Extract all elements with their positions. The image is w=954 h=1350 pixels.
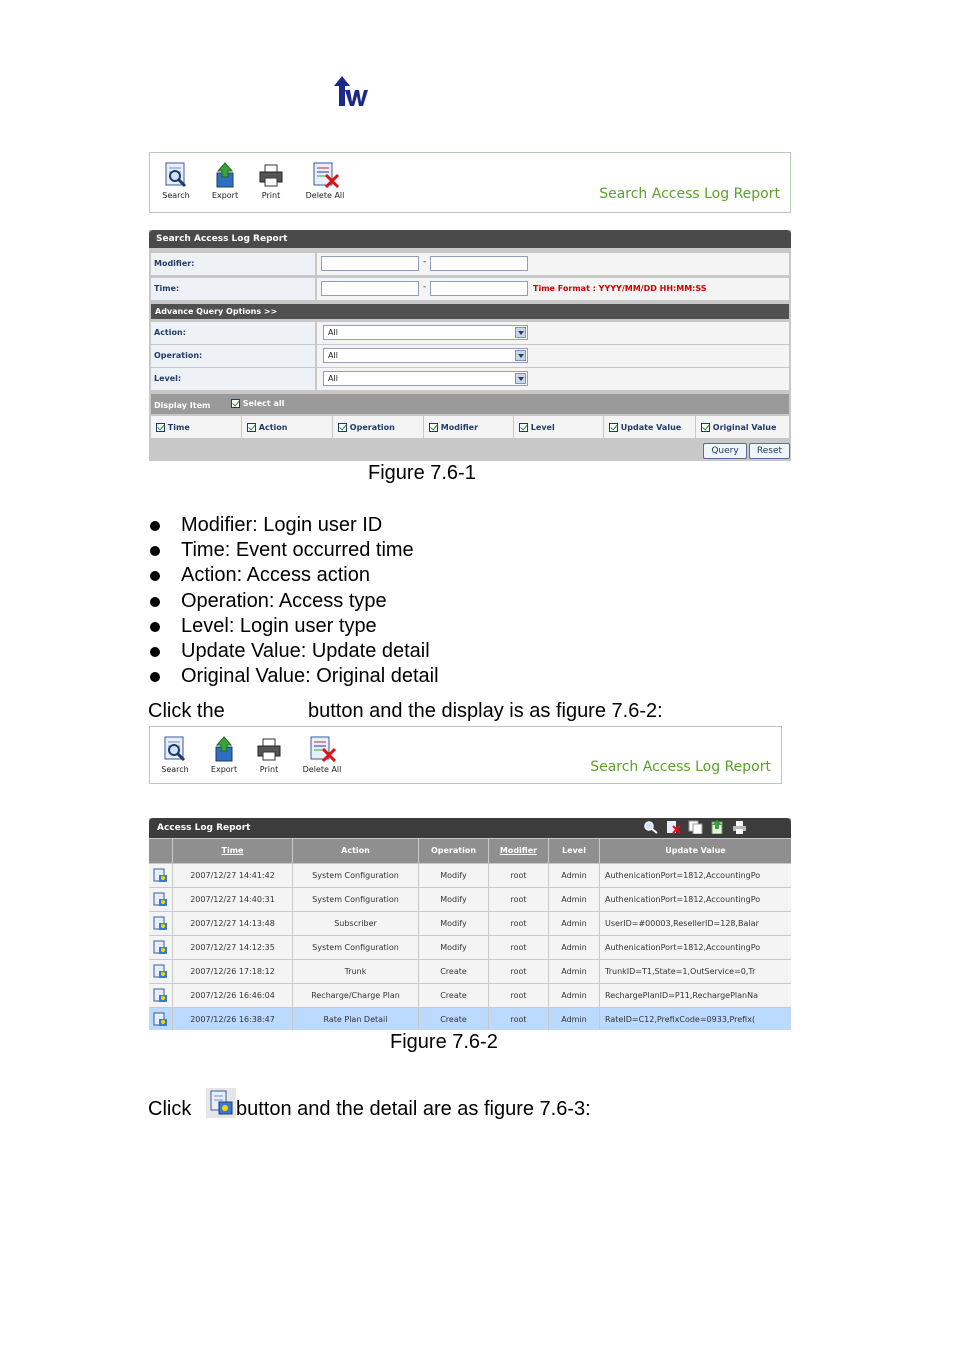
- list-item: Operation: Access type: [149, 589, 439, 614]
- view-detail-icon[interactable]: [153, 988, 168, 1003]
- table-row-selected[interactable]: [149, 1008, 791, 1030]
- paragraph-click: Click: [148, 1098, 192, 1120]
- checkbox-checked-icon: [231, 399, 240, 408]
- field-description-list: [149, 513, 439, 689]
- view-detail-icon[interactable]: [153, 916, 168, 931]
- paragraph-click-the: Click the: [148, 700, 225, 722]
- column-header-update-value: Update Value: [600, 839, 791, 863]
- log-toolbar: [639, 820, 747, 836]
- cell-level: Admin: [549, 960, 600, 983]
- display-item-time[interactable]: Time: [151, 416, 242, 438]
- display-item-action[interactable]: Action: [242, 416, 333, 438]
- figure-caption-2: Figure 7.6-2: [390, 1031, 498, 1053]
- cell-modifier: root: [489, 984, 549, 1007]
- checkbox-checked-icon: [519, 423, 528, 432]
- chevron-down-icon: [515, 350, 526, 361]
- cell-modifier: root: [489, 888, 549, 911]
- cell-operation: Create: [419, 1008, 489, 1030]
- search-icon: [162, 735, 188, 763]
- delete-all-button[interactable]: Delete All: [300, 159, 350, 200]
- view-detail-icon[interactable]: [153, 964, 168, 979]
- cell-level: Admin: [549, 888, 600, 911]
- cell-update-value: AuthenicationPort=1812,AccountingPo: [600, 888, 791, 911]
- print-button[interactable]: Print: [247, 733, 291, 774]
- display-item-modifier[interactable]: Modifier: [424, 416, 514, 438]
- checkbox-checked-icon: [156, 423, 165, 432]
- column-header-level: Level: [549, 839, 600, 863]
- level-label: Level:: [151, 368, 315, 390]
- table-row[interactable]: [149, 984, 791, 1007]
- cell-operation: Modify: [419, 864, 489, 887]
- toolbar-figure-1: [149, 152, 791, 213]
- view-detail-icon[interactable]: [153, 940, 168, 955]
- export-button[interactable]: Export: [202, 733, 246, 774]
- toolbar-title: Search Access Log Report: [590, 759, 771, 775]
- time-row: [151, 278, 789, 300]
- list-item: Level: Login user type: [149, 614, 439, 639]
- toolbar-title: Search Access Log Report: [599, 186, 780, 202]
- cell-action: Rate Plan Detail: [293, 1008, 419, 1030]
- cell-update-value: TrunkID=T1,State=1,OutService=0,Tr: [600, 960, 791, 983]
- display-item-label: Display Item: [154, 401, 211, 410]
- checkbox-checked-icon: [338, 423, 347, 432]
- select-all-checkbox[interactable]: Select all: [231, 399, 284, 408]
- export-icon: [211, 735, 237, 763]
- modifier-label: Modifier:: [151, 253, 315, 275]
- cell-modifier: root: [489, 912, 549, 935]
- column-header-action: Action: [293, 839, 419, 863]
- log-header: Access Log Report: [149, 818, 791, 838]
- cell-operation: Modify: [419, 936, 489, 959]
- modifier-row: [151, 253, 789, 275]
- copy-icon[interactable]: [688, 820, 703, 834]
- form-header: Search Access Log Report: [149, 230, 791, 248]
- delete-icon[interactable]: [666, 820, 681, 834]
- display-item-level[interactable]: Level: [514, 416, 604, 438]
- operation-label: Operation:: [151, 345, 315, 367]
- cell-action: System Configuration: [293, 888, 419, 911]
- access-log-table: [149, 818, 791, 1030]
- cell-modifier: root: [489, 960, 549, 983]
- column-header-time[interactable]: Time: [173, 839, 293, 863]
- advance-query-toggle[interactable]: Advance Query Options >>: [151, 304, 789, 319]
- time-label: Time:: [151, 278, 315, 300]
- cell-update-value: AuthenicationPort=1812,AccountingPo: [600, 936, 791, 959]
- cell-modifier: root: [489, 864, 549, 887]
- list-item: Original Value: Original detail: [149, 664, 439, 689]
- cell-time: 2007/12/27 14:12:35: [173, 936, 293, 959]
- level-row: [151, 368, 789, 390]
- figure-caption-1: Figure 7.6-1: [368, 462, 476, 484]
- modifier-to-input[interactable]: [430, 256, 528, 271]
- list-item: Update Value: Update detail: [149, 639, 439, 664]
- list-item: Time: Event occurred time: [149, 538, 439, 563]
- reset-button[interactable]: Reset: [749, 443, 790, 459]
- view-detail-icon[interactable]: [153, 868, 168, 883]
- cell-update-value: UserID=#00003,ResellerID=128,Balar: [600, 912, 791, 935]
- cell-level: Admin: [549, 864, 600, 887]
- cell-level: Admin: [549, 984, 600, 1007]
- checkbox-checked-icon: [609, 423, 618, 432]
- cell-time: 2007/12/26 16:46:04: [173, 984, 293, 1007]
- table-row[interactable]: [149, 864, 791, 887]
- cell-update-value: RechargePlanID=P11,RechargePlanNa: [600, 984, 791, 1007]
- export-button[interactable]: Export: [203, 159, 247, 200]
- printer-icon: [258, 161, 284, 189]
- display-item-original-value[interactable]: Original Value: [696, 416, 789, 438]
- level-select[interactable]: All: [323, 371, 528, 386]
- cell-operation: Modify: [419, 912, 489, 935]
- search-button[interactable]: Search: [154, 159, 198, 200]
- cell-level: Admin: [549, 1008, 600, 1030]
- search-button[interactable]: Search: [153, 733, 197, 774]
- paragraph-button-detail: button and the detail are as figure 7.6-3:: [236, 1098, 591, 1120]
- chevron-down-icon: [515, 327, 526, 338]
- time-from-input[interactable]: [321, 281, 419, 296]
- export-icon: [212, 161, 238, 189]
- paragraph-button-display: button and the display is as figure 7.6-2:: [308, 700, 663, 722]
- cell-time: 2007/12/27 14:13:48: [173, 912, 293, 935]
- operation-row: [151, 345, 789, 367]
- cell-time: 2007/12/27 14:40:31: [173, 888, 293, 911]
- view-detail-icon[interactable]: [153, 1012, 168, 1027]
- cell-time: 2007/12/26 16:38:47: [173, 1008, 293, 1030]
- cell-operation: Create: [419, 960, 489, 983]
- cell-update-value: AuthenicationPort=1812,AccountingPo: [600, 864, 791, 887]
- delete-icon: [310, 161, 340, 189]
- cell-modifier: root: [489, 1008, 549, 1030]
- search-icon: [163, 161, 189, 189]
- cell-time: 2007/12/27 14:41:42: [173, 864, 293, 887]
- display-item-update-value[interactable]: Update Value: [604, 416, 696, 438]
- cell-action: Trunk: [293, 960, 419, 983]
- query-button[interactable]: Query: [703, 443, 747, 459]
- delete-icon: [307, 735, 337, 763]
- action-select[interactable]: All: [323, 325, 528, 340]
- printer-icon: [256, 735, 282, 763]
- list-item: Modifier: Login user ID: [149, 513, 439, 538]
- export-icon[interactable]: [710, 820, 725, 834]
- view-detail-icon: [206, 1088, 236, 1118]
- cell-time: 2007/12/26 17:18:12: [173, 960, 293, 983]
- table-row[interactable]: [149, 960, 791, 983]
- modifier-from-input[interactable]: [321, 256, 419, 271]
- display-items-row: [151, 416, 789, 438]
- time-dash: -: [423, 282, 427, 292]
- display-item-header: [151, 394, 789, 414]
- chevron-down-icon: [515, 373, 526, 384]
- cell-update-value: RateID=C12,PrefixCode=0933,Prefix(: [600, 1008, 791, 1030]
- cell-modifier: root: [489, 936, 549, 959]
- cell-action: System Configuration: [293, 864, 419, 887]
- print-button[interactable]: Print: [249, 159, 293, 200]
- operation-select[interactable]: All: [323, 348, 528, 363]
- cell-level: Admin: [549, 912, 600, 935]
- cell-action: System Configuration: [293, 936, 419, 959]
- delete-all-button[interactable]: Delete All: [297, 733, 347, 774]
- cell-operation: Modify: [419, 888, 489, 911]
- search-form: [149, 230, 791, 461]
- column-header-icon: [149, 839, 173, 863]
- cell-action: Recharge/Charge Plan: [293, 984, 419, 1007]
- toolbar-figure-2: [149, 726, 782, 784]
- modifier-dash: -: [423, 257, 427, 267]
- company-logo-icon: [330, 76, 370, 108]
- action-label: Action:: [151, 322, 315, 344]
- table-row[interactable]: [149, 936, 791, 959]
- cell-action: Subscriber: [293, 912, 419, 935]
- time-format-hint: Time Format : YYYY/MM/DD HH:MM:SS: [533, 284, 707, 293]
- display-item-operation[interactable]: Operation: [333, 416, 424, 438]
- list-item: Action: Access action: [149, 563, 439, 588]
- checkbox-checked-icon: [701, 423, 710, 432]
- checkbox-checked-icon: [247, 423, 256, 432]
- view-detail-icon[interactable]: [153, 892, 168, 907]
- table-row[interactable]: [149, 912, 791, 935]
- column-header-modifier[interactable]: Modifier: [489, 839, 549, 863]
- printer-icon[interactable]: [732, 820, 747, 834]
- search-icon[interactable]: [643, 820, 658, 834]
- action-row: [151, 322, 789, 344]
- time-to-input[interactable]: [430, 281, 528, 296]
- cell-operation: Create: [419, 984, 489, 1007]
- table-row[interactable]: [149, 888, 791, 911]
- cell-level: Admin: [549, 936, 600, 959]
- column-header-operation: Operation: [419, 839, 489, 863]
- checkbox-checked-icon: [429, 423, 438, 432]
